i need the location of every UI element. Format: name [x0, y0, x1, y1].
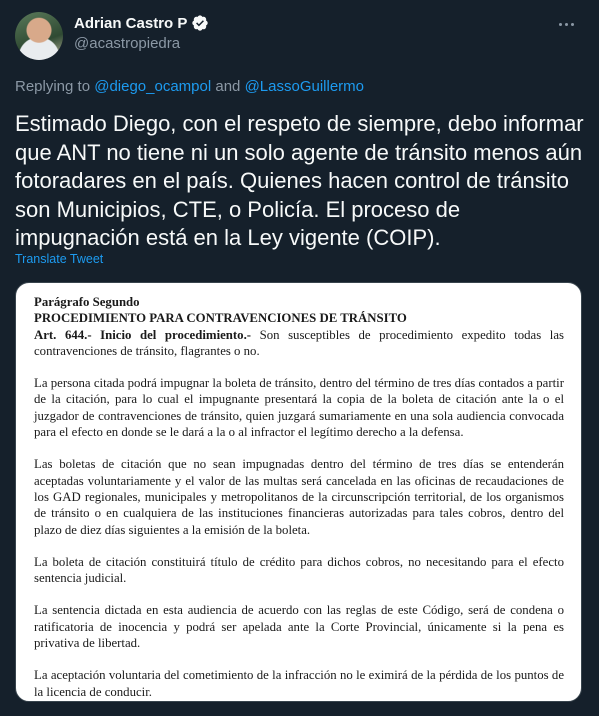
author-block: [74, 14, 209, 52]
display-name[interactable]: Adrian Castro P: [74, 14, 188, 32]
article-text: Son susceptibles de procedimiento expedito todas las contravenciones de tránsito, flagrantes o no.: [34, 327, 564, 358]
reply-user-link-2[interactable]: @LassoGuillermo: [244, 78, 364, 95]
name-row: [74, 14, 209, 32]
reply-user-link-1[interactable]: @diego_ocampol: [94, 78, 212, 95]
verified-badge-icon: [191, 14, 209, 32]
tweet-text: Estimado Diego, con el respeto de siempre, debo informar que ANT no tiene ni un solo agente de tránsito menos aún fotoradares en el país. Quienes hacen control de tránsito son Municipios, CTE, o Policía. El proceso de impugnación está en la Ley vigente (COIP).: [15, 111, 584, 250]
replying-to-prefix: Replying to: [15, 78, 95, 95]
tweet-image[interactable]: [15, 282, 582, 702]
more-options-icon[interactable]: [555, 16, 577, 32]
document-paragraph: La boleta de citación constituirá título de crédito para dichos cobros, no necesitando para el efecto sentencia judicial.: [34, 554, 564, 586]
tweet-header: [15, 12, 585, 62]
document-paragraph: La sentencia dictada en esta audiencia de acuerdo con las reglas de este Código, será de condena o ratificatoria de inocencia y podrá ser apelada ante la Corte Provincial, únicamente si la pena es privativa de libertad.: [34, 603, 564, 651]
article-title: Art. 644.- Inicio del procedimiento.-: [34, 327, 252, 342]
document-section: Parágrafo Segundo: [34, 295, 140, 309]
document-article: [34, 327, 564, 360]
document-heading: PROCEDIMIENTO PARA CONTRAVENCIONES DE TRÁNSITO: [34, 311, 407, 326]
avatar[interactable]: [15, 12, 63, 60]
translate-tweet-link[interactable]: Translate Tweet: [15, 252, 104, 266]
replying-to: [15, 78, 364, 95]
handle[interactable]: @acastropiedra: [74, 35, 181, 52]
document-image: [34, 294, 564, 716]
replying-to-joiner: and: [211, 78, 245, 95]
document-paragraph: La aceptación voluntaria del cometimiento de la infracción no le eximirá de la pérdida de los puntos de la licencia de conducir.: [34, 668, 564, 699]
document-paragraph: La persona citada podrá impugnar la boleta de tránsito, dentro del término de tres días contados a partir de la citación, para lo cual el impugnante presentará la copia de la boleta de citación ante la o el juzgador de contravenciones de tránsito, quien juzgará sumariamente en una sola audiencia convocada para el efecto en donde se le dará a la o al infractor el legítimo derecho a la defensa.: [34, 376, 564, 440]
document-paragraph: Las boletas de citación que no sean impugnadas dentro del término de tres días se entenderán aceptadas voluntariamente y el valor de las multas será cancelada en las oficinas de recaudaciones de los GAD regionales, municipales y metropolitanos de la circunscripción territorial, de los organismos de tránsito o en cualquiera de las instituciones financieras autorizadas para tales cobros, dentro del plazo de diez días siguientes a la emisión de la boleta.: [34, 457, 564, 537]
